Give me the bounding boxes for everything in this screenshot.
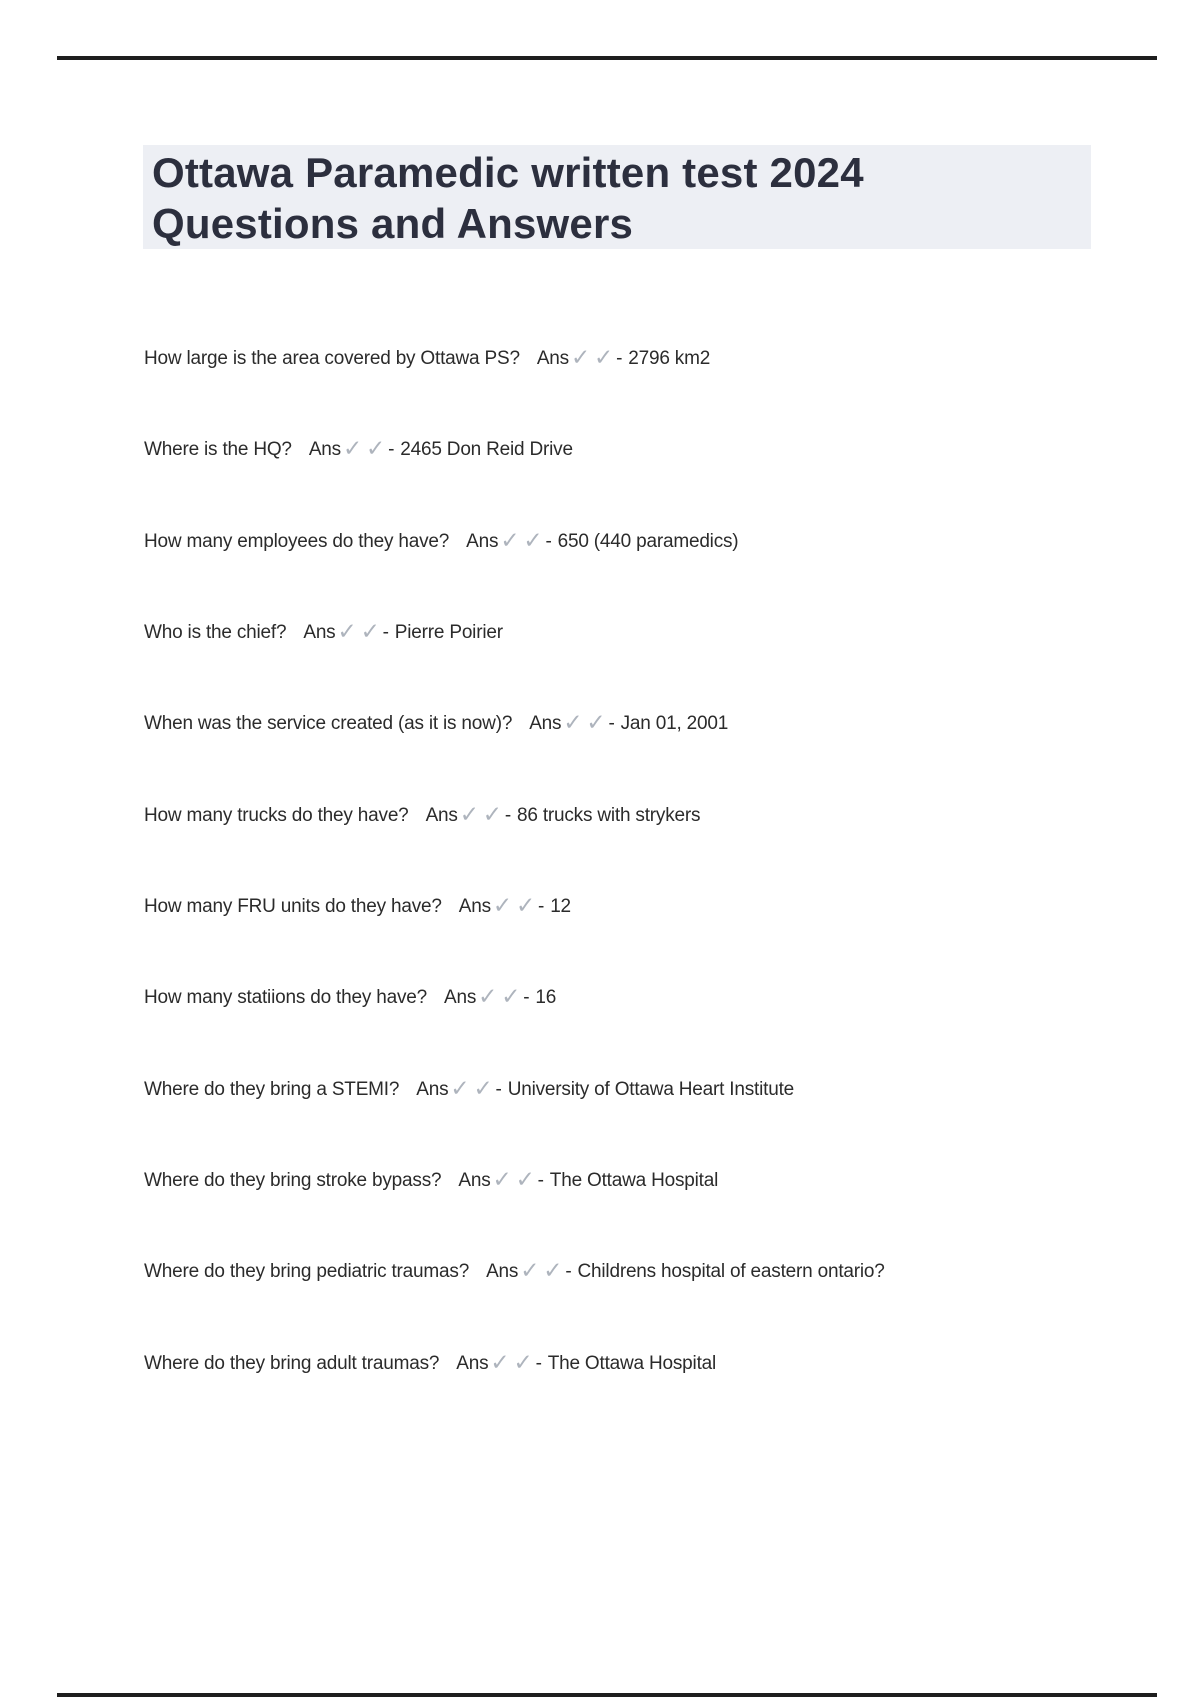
qa-row [144, 1257, 885, 1284]
qa-row [144, 801, 700, 828]
answer-dash: - [537, 1170, 544, 1191]
qa-row [144, 1075, 794, 1102]
qa-row [144, 344, 710, 371]
answer-label: Ans [303, 622, 336, 643]
check-icon: ✓ [342, 435, 363, 461]
answer-label: Ans [308, 439, 341, 460]
answer-text: 16 [535, 987, 557, 1008]
check-icon: ✓ [459, 801, 479, 827]
answer-label: Ans [416, 1079, 449, 1100]
question-text: How large is the area covered by Ottawa PS? [144, 348, 520, 369]
answer-dash: - [388, 439, 395, 460]
answer-dash: - [495, 1079, 502, 1100]
check-icon: ✓ [513, 1349, 533, 1375]
answer-text: 2465 Don Reid Drive [400, 439, 573, 460]
answer-text: Jan 01, 2001 [620, 713, 729, 734]
answer-text: Childrens hospital of eastern ontario? [577, 1261, 885, 1282]
check-icon: ✓ [501, 983, 521, 1009]
answer-text: Pierre Poirier [394, 622, 503, 643]
qa-row [144, 435, 573, 462]
answer-text: 12 [550, 896, 571, 917]
check-icon: ✓ [563, 709, 583, 735]
check-icon: ✓ [543, 1257, 563, 1283]
answer-dash: - [565, 1261, 572, 1282]
answer-label: Ans [456, 1353, 489, 1374]
check-icon: ✓ [337, 618, 357, 644]
answer-label: Ans [425, 805, 458, 826]
qa-row [144, 892, 571, 919]
answer-text: University of Ottawa Heart Institute [507, 1079, 795, 1100]
answer-label: Ans [466, 531, 499, 552]
question-text: When was the service created (as it is now)? [144, 713, 513, 734]
answer-label: Ans [486, 1261, 519, 1282]
check-icon: ✓ [482, 801, 502, 827]
answer-dash: - [538, 896, 545, 917]
answer-text: The Ottawa Hospital [547, 1353, 717, 1374]
answer-text: 86 trucks with strykers [517, 805, 701, 826]
check-icon: ✓ [570, 344, 591, 370]
check-icon: ✓ [515, 892, 536, 918]
qa-row [144, 983, 556, 1010]
check-icon: ✓ [492, 1166, 512, 1192]
question-text: Where do they bring pediatric traumas? [144, 1261, 470, 1282]
answer-dash: - [504, 805, 511, 826]
bottom-rule [57, 1693, 1157, 1697]
qa-row [144, 618, 503, 645]
answer-label: Ans [536, 348, 569, 369]
question-text: Who is the chief? [144, 622, 287, 643]
qa-row [144, 709, 728, 736]
answer-dash: - [616, 348, 623, 369]
question-text: Where is the HQ? [144, 439, 292, 460]
check-icon: ✓ [586, 709, 606, 735]
answer-dash: - [545, 531, 552, 552]
qa-row [144, 527, 738, 554]
check-icon: ✓ [366, 435, 386, 461]
answer-label: Ans [529, 713, 562, 734]
answer-text: The Ottawa Hospital [549, 1170, 719, 1191]
check-icon: ✓ [492, 892, 512, 918]
qa-row [144, 1166, 718, 1193]
answer-dash: - [523, 987, 530, 1008]
answer-text: 650 (440 paramedics) [557, 531, 739, 552]
check-icon: ✓ [500, 527, 520, 553]
answer-dash: - [382, 622, 389, 643]
top-rule [57, 56, 1157, 60]
check-icon: ✓ [523, 527, 543, 553]
question-text: How many statiions do they have? [144, 987, 427, 1008]
page-title-line-1: Ottawa Paramedic written test 2024 [152, 149, 864, 196]
check-icon: ✓ [520, 1257, 540, 1283]
question-text: Where do they bring a STEMI? [144, 1079, 400, 1100]
answer-dash: - [608, 713, 615, 734]
page-title [143, 145, 1091, 249]
qa-row [144, 1349, 716, 1376]
check-icon: ✓ [478, 983, 498, 1009]
answer-text: 2796 km2 [628, 348, 711, 369]
title-highlight-block [143, 145, 1091, 249]
answer-dash: - [535, 1353, 542, 1374]
check-icon: ✓ [450, 1075, 470, 1101]
question-text: How many trucks do they have? [144, 805, 409, 826]
answer-label: Ans [458, 896, 491, 917]
check-icon: ✓ [360, 618, 380, 644]
question-text: Where do they bring adult traumas? [144, 1353, 440, 1374]
question-text: How many FRU units do they have? [144, 896, 442, 917]
page-title-line-2: Questions and Answers [152, 200, 634, 247]
check-icon: ✓ [594, 344, 614, 370]
check-icon: ✓ [515, 1166, 535, 1192]
question-text: Where do they bring stroke bypass? [144, 1170, 442, 1191]
answer-label: Ans [458, 1170, 491, 1191]
check-icon: ✓ [490, 1349, 510, 1375]
question-text: How many employees do they have? [144, 531, 450, 552]
check-icon: ✓ [473, 1075, 493, 1101]
answer-label: Ans [443, 987, 477, 1008]
